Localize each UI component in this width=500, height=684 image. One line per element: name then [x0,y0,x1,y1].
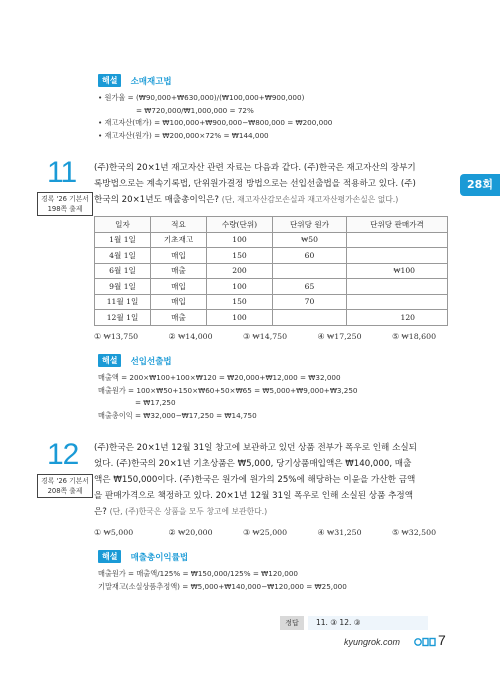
table-cell: 매출 [151,310,207,326]
solution-line: • 재고자산(원가) = ₩200,000×72% = ₩144,000 [98,130,269,140]
question-line: 록방법으로는 계속기록법, 단위원가결정 방법으로는 선입선출법을 적용하고 있다. (주) [94,179,416,189]
column-header: 일자 [95,217,151,233]
choice[interactable]: ⑤ ₩32,500 [391,528,437,537]
table-cell: 6월 1일 [95,263,151,279]
table-cell: 매출 [151,263,207,279]
choice[interactable]: ① ₩13,750 [94,332,139,341]
table-cell: 150 [207,248,273,264]
solution-line: • 원가율 = (₩90,000+₩630,000)/(₩100,000+₩900,000) [98,93,305,102]
choice[interactable]: ③ ₩14,750 [242,332,288,341]
solution-tag: 해설 [98,354,121,367]
q11-solution [98,350,458,422]
table-cell: 매입 [151,248,207,264]
table-cell: 200 [207,263,273,279]
table-cell: 120 [347,310,448,326]
table-cell: 100 [207,310,273,326]
question-note: (단, (주)한국은 상품을 모두 창고에 보관한다.) [109,507,268,516]
column-header: 단위당 원가 [273,217,347,233]
question-number: 12 [47,438,79,471]
answer-label: 정답 [280,616,304,630]
question-line: 을 판매가격으로 책정하고 있다. 20×1년 12월 31일 폭우로 인해 소실된 상품 추정액 [94,491,414,501]
choice[interactable]: ① ₩5,000 [94,528,134,537]
answer-value: 11. ③ 12. ③ [308,616,428,630]
question-line: 액은 ₩150,000이다. (주)한국은 원가에 원가의 25%에 해당하는 이윤을 가산한 금액 [94,475,416,485]
source-line: 198쪽 출제 [47,205,83,213]
solution-line: 매출원가 = 100×₩50+150×₩60+50×₩65 = ₩5,000+₩9,000+₩3,250 [98,385,358,395]
previous-solution [98,70,458,142]
table-cell: ₩100 [347,263,448,279]
table-row [95,294,448,310]
question-line: 한국의 20×1년도 매출총이익은? [94,195,219,205]
choice[interactable]: ③ ₩25,000 [242,528,288,537]
solution-title: 소매재고법 [130,76,172,87]
question-text [94,440,456,520]
q12-solution [98,546,458,593]
table-cell: 9월 1일 [95,279,151,295]
table-cell: 60 [273,248,347,264]
round-tab: 28회 [460,174,500,196]
page-number: 7 [438,632,446,648]
answer-choices [94,528,454,537]
choice[interactable]: ④ ₩31,250 [317,528,362,537]
table-cell: ₩50 [273,232,347,248]
choice[interactable]: ② ₩20,000 [168,528,213,537]
answer-choices [94,332,454,341]
table-row [95,263,448,279]
solution-tag: 해설 [98,550,121,563]
solution-line: = ₩720,000/₩1,000,000 = 72% [136,105,254,115]
choice[interactable]: ⑤ ₩18,600 [391,332,437,341]
question-line: (주)한국의 20×1년 재고자산 관련 자료는 다음과 같다. (주)한국은 재고자산의 장부기 [94,163,416,173]
table-cell [347,279,448,295]
question-note: (단, 재고자산감모손실과 재고자산평가손실은 없다.) [221,195,399,204]
table-cell: 1월 1일 [95,232,151,248]
table-cell [347,248,448,264]
source-line: 경록 '26 기본서 [41,477,89,485]
table-cell: 12월 1일 [95,310,151,326]
table-cell: 기초재고 [151,232,207,248]
table-cell: 100 [207,279,273,295]
table-row [95,232,448,248]
question-line: (주)한국은 20×1년 12월 31일 창고에 보관하고 있던 상품 전부가 폭우로 인해 소실되 [94,443,417,453]
table-row [95,310,448,326]
choice[interactable]: ② ₩14,000 [168,332,213,341]
source-line: 208쪽 출제 [47,487,83,495]
table-header-row [95,217,448,233]
inventory-table [94,216,448,326]
table-cell: 매입 [151,294,207,310]
table-cell [347,294,448,310]
table-cell [273,263,347,279]
publisher-logo-icon [414,635,436,649]
solution-line: 매출원가 = 매출액/125% = ₩150,000/125% = ₩120,000 [98,569,298,578]
source-line: 경록 '26 기본서 [41,195,89,203]
table-row [95,279,448,295]
solution-tag: 해설 [98,74,121,87]
solution-line: • 재고자산(매가) = ₩100,000+₩900,000−₩800,000 = ₩200,000 [98,118,333,127]
solution-line: 매출액 = 200×₩100+100×₩120 = ₩20,000+₩12,000 = ₩32,000 [98,373,341,382]
question-line: 은? [94,507,107,517]
question-text [94,160,456,208]
footer-site: kyungrok.com [344,637,401,647]
question-line: 었다. (주)한국의 20×1년 기초상품은 ₩5,000, 당기상품매입액은 ₩140,000, 매출 [94,459,412,469]
table-cell: 4월 1일 [95,248,151,264]
source-box [37,192,93,216]
choice[interactable]: ④ ₩17,250 [317,332,362,341]
column-header: 수량(단위) [207,217,273,233]
solution-title: 선입선출법 [130,356,172,367]
solution-title: 매출총이익률법 [130,552,189,563]
table-row [95,248,448,264]
table-cell: 100 [207,232,273,248]
column-header: 단위당 판매가격 [347,217,448,233]
table-cell: 매입 [151,279,207,295]
question-number: 11 [47,156,77,189]
solution-line: 매출총이익 = ₩32,000−₩17,250 = ₩14,750 [98,410,257,420]
table-cell: 11월 1일 [95,294,151,310]
table-cell [273,310,347,326]
table-cell: 70 [273,294,347,310]
column-header: 적요 [151,217,207,233]
solution-line: 기말재고(소실상품추정액) = ₩5,000+₩140,000−₩120,000 = ₩25,000 [98,581,347,591]
table-cell [347,232,448,248]
table-cell: 65 [273,279,347,295]
table-cell: 150 [207,294,273,310]
solution-line: = ₩17,250 [135,398,176,407]
source-box [37,474,93,498]
